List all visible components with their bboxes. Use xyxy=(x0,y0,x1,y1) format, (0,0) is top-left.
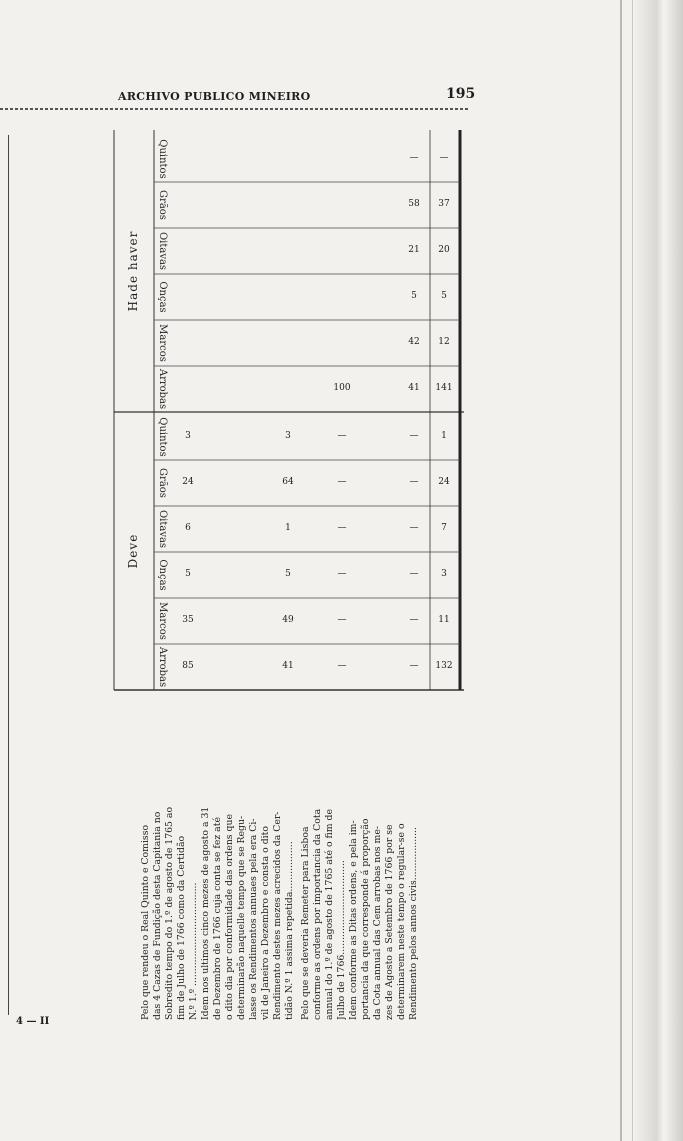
group-label-hade-haver: Hade haver xyxy=(126,230,140,312)
deve-cell: — xyxy=(337,615,347,625)
entry-line: tidão N.º 1 assima repetida................. xyxy=(284,841,295,1020)
entry-line: lasse os Rendimentos annuaes pela era Ci- xyxy=(248,818,259,1020)
haver-cell: 58 xyxy=(408,199,420,209)
entry-line: conforme as ordens por importancia da Cota xyxy=(312,808,323,1020)
deve-cell: 85 xyxy=(182,661,194,671)
deve-cell: 3 xyxy=(185,431,191,441)
deve-cell: — xyxy=(409,431,419,441)
haver-cell: 5 xyxy=(411,291,417,301)
entry-line: da Cota annual das Cem arrobas nos me- xyxy=(372,826,383,1020)
col-label-haver-graos: Grãos xyxy=(157,190,168,220)
deve-cell: 35 xyxy=(182,615,194,625)
col-label-haver-oncas: Onças xyxy=(157,281,168,313)
entry-line: Pelo que rendeu o Real Quinto e Comisso xyxy=(140,824,151,1020)
page-edge-line xyxy=(620,0,622,1141)
deve-cell: 49 xyxy=(282,615,294,625)
deve-cell: — xyxy=(337,569,347,579)
deve-cell: 5 xyxy=(185,569,191,579)
entry-line: portancia da que corresponde á proporção xyxy=(360,818,371,1020)
haver-cell: 21 xyxy=(408,245,420,255)
entry-line: annual do 1.º de agosto de 1765 até o fim de xyxy=(324,809,335,1020)
deve-total: 1 xyxy=(441,431,447,441)
entry-line: zes de Agosto a Setembro de 1766 por se xyxy=(384,824,395,1020)
deve-cell: — xyxy=(337,431,347,441)
haver-total: 5 xyxy=(441,291,447,301)
col-label-deve-graos: Grãos xyxy=(157,468,168,498)
entry-line: Idem conforme as Ditas ordens, e pela im- xyxy=(348,820,359,1020)
col-label-deve-marcos: Marcos xyxy=(157,602,168,640)
col-label-haver-oitavas: Oitavas xyxy=(157,231,168,271)
deve-total: 7 xyxy=(441,523,447,533)
col-label-haver-quintos: Quintos xyxy=(157,139,168,179)
col-label-deve-oncas: Onças xyxy=(157,559,168,591)
haver-cell: — xyxy=(409,153,419,163)
haver-total: — xyxy=(439,153,449,163)
deve-cell: — xyxy=(409,569,419,579)
entry-line: Pelo que se deveria Remeter para Lisboa xyxy=(300,826,311,1020)
entry-line: Rendimento destes mezes acrecidos da Cer- xyxy=(272,811,283,1020)
entry-line: fim de Julho de 1766 como da Certidão xyxy=(176,835,187,1020)
deve-cell: — xyxy=(409,523,419,533)
col-label-deve-quintos: Quintos xyxy=(157,417,168,457)
deve-cell: 64 xyxy=(282,477,294,487)
haver-total: 141 xyxy=(435,383,453,393)
page-edge-shadow xyxy=(635,0,683,1141)
entry-line: N.º 1.º ................................... xyxy=(188,882,199,1020)
page-number: 195 xyxy=(446,86,476,102)
haver-cell: 100 xyxy=(333,383,351,393)
deve-cell: 41 xyxy=(282,661,294,671)
entry-line: Sobredito tempo do 1.º de agosto de 1765 ao xyxy=(164,806,175,1020)
margin-stroke xyxy=(8,135,9,1015)
haver-total: 20 xyxy=(438,245,450,255)
deve-cell: — xyxy=(409,661,419,671)
entry-line: o dito dia por conformidade das ordens que xyxy=(224,814,235,1020)
deve-total: 3 xyxy=(441,569,447,579)
entry-line: de Dezembro de 1766 cuja conta se fez até xyxy=(212,817,223,1020)
col-label-deve-oitavas: Oitavas xyxy=(157,509,168,549)
group-label-deve: Deve xyxy=(126,533,140,569)
page-edge-line-secondary xyxy=(632,0,633,1141)
haver-cell: 41 xyxy=(408,383,420,393)
deve-cell: — xyxy=(337,661,347,671)
deve-cell: 3 xyxy=(285,431,291,441)
entry-line: determinarem neste tempo o regular-se o xyxy=(396,823,407,1020)
entry-line: Rendimento pelos annos civis.................. xyxy=(408,827,419,1020)
deve-cell: 1 xyxy=(285,523,291,533)
deve-cell: — xyxy=(337,523,347,533)
ledger-table xyxy=(110,130,464,1020)
col-label-deve-arrobas: Arrobas xyxy=(157,646,168,688)
deve-total: 24 xyxy=(438,477,450,487)
running-header-title: ARCHIVO PUBLICO MINEIRO xyxy=(118,90,311,103)
haver-total: 12 xyxy=(438,337,450,347)
deve-total: 132 xyxy=(435,661,453,671)
deve-total: 11 xyxy=(438,615,450,625)
col-label-haver-marcos: Marcos xyxy=(157,324,168,362)
deve-cell: — xyxy=(409,615,419,625)
col-label-haver-arrobas: Arrobas xyxy=(157,368,168,410)
haver-total: 37 xyxy=(438,199,450,209)
ledger-entries xyxy=(110,690,464,1020)
entry-line: das 4 Cazas de Fundição desta Capitania no xyxy=(152,811,163,1020)
printer-signature: 4 — II xyxy=(16,1016,50,1027)
header-rule xyxy=(0,108,470,110)
deve-cell: — xyxy=(337,477,347,487)
deve-cell: — xyxy=(409,477,419,487)
entry-line: Idem nos ultimos cinco mezes de agosto a 31 xyxy=(200,806,211,1020)
haver-cell: 42 xyxy=(408,337,420,347)
deve-cell: 6 xyxy=(185,523,191,533)
deve-cell: 5 xyxy=(285,569,291,579)
entry-line: vil de Janeiro a Dezembro e consta o dito xyxy=(260,826,271,1020)
deve-cell: 24 xyxy=(182,477,194,487)
entry-line: Julho de 1766................................ xyxy=(336,860,347,1020)
entry-line: determinarão naquelle tempo que se Regu- xyxy=(236,815,247,1020)
